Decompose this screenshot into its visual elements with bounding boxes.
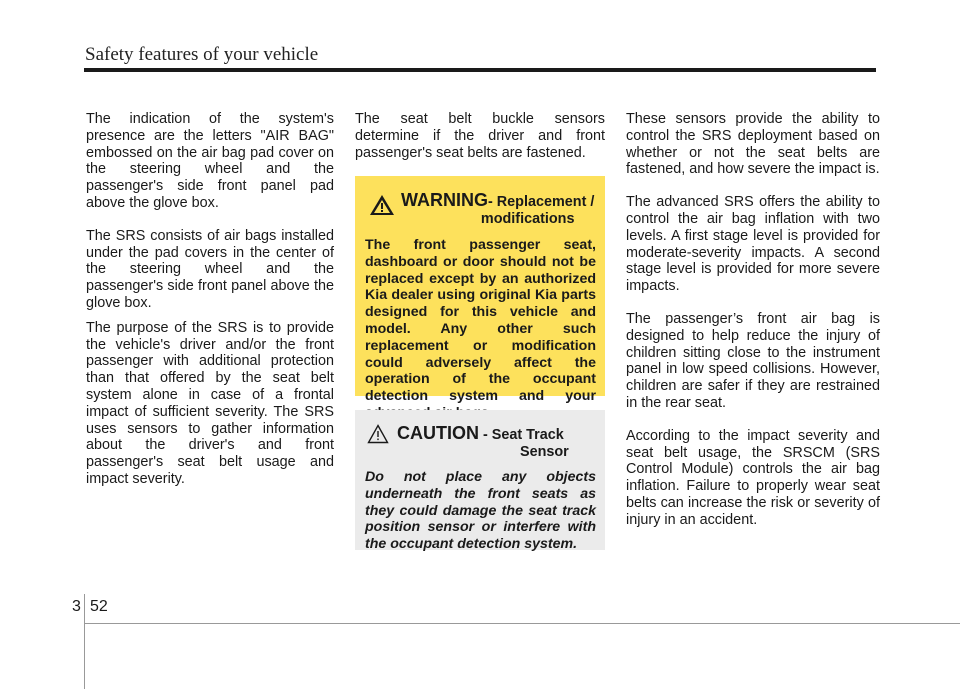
caution-subheading: - Seat Track [479, 427, 564, 443]
warning-body: The front passenger seat, dashboard or door should not be replaced except by an authorized Kia dealer using original Kia parts designed for this vehicle and model. Any other such replacement or modification could adversely affect the operation of the occupant detection system and your [365, 237, 596, 405]
page-header-title: Safety features of your vehicle [85, 44, 319, 65]
column-right [626, 111, 880, 545]
warning-triangle-icon [369, 194, 395, 216]
paragraph: The seat belt buckle sensors determine if the driver and front passenger's seat belts are fastened. [355, 111, 605, 161]
column-middle [355, 111, 605, 177]
header-rule [84, 68, 876, 72]
caution-triangle-icon [367, 424, 389, 444]
paragraph: The SRS consists of air bags installed under the pad covers in the center of the steering wheel and the passenger's side front panel above the glove box. [86, 227, 334, 311]
caution-title-row [365, 423, 596, 460]
paragraph: The indication of the system's presence are the letters "AIR BAG" embossed on the air bag pad cover on the steering wheel and the passenger's side front panel pad above the glove box. [86, 111, 334, 211]
warning-subheading: - Replacement / [488, 194, 595, 210]
warning-box [355, 176, 605, 405]
page-number: 52 [90, 598, 108, 615]
section-number: 3 [72, 598, 81, 615]
caution-body: Do not place any objects underneath the front seats as they could damage the seat track position sensor or interfere with the occupant detection system. [365, 469, 596, 553]
paragraph: The purpose of the SRS is to provide the vehicle's driver and/or the front passenger with additional protection than that offered by the seat belt system alone in case of a frontal impact of sufficient severity. The SRS uses sensors to gather information about the driver's and front passenger's seat belt usage and impact severity. [86, 319, 334, 487]
warning-heading: WARNING [401, 190, 488, 210]
column-left [86, 111, 334, 504]
paragraph: The passenger’s front air bag is designed to help reduce the injury of children sitting close to the instrument panel in low speed collisions. However, children are safer if they are restrained in the rear seat. [626, 310, 880, 411]
paragraph: These sensors provide the ability to control the SRS deployment based on whether or not the seat belts are fastened, and how severe the impact is. [626, 111, 880, 178]
paragraph: According to the impact severity and seat belt usage, the SRSCM (SRS Control Module) controls the air bag inflation. Failure to properly wear seat belts can increase the risk or severity of injury in an accident. [626, 427, 880, 528]
caution-box [355, 410, 605, 553]
footer-divider [84, 594, 85, 689]
caution-subheading-2: Sensor [520, 444, 569, 460]
warning-subheading-2: modifications [480, 211, 575, 227]
footer-rule [84, 623, 960, 624]
warning-title-row [365, 190, 596, 227]
caution-heading: CAUTION [397, 423, 479, 443]
paragraph: The advanced SRS offers the ability to control the air bag inflation with two levels. A first stage level is provided for moderate-severity impacts. A second stage level is provided for more severe impacts. [626, 194, 880, 295]
